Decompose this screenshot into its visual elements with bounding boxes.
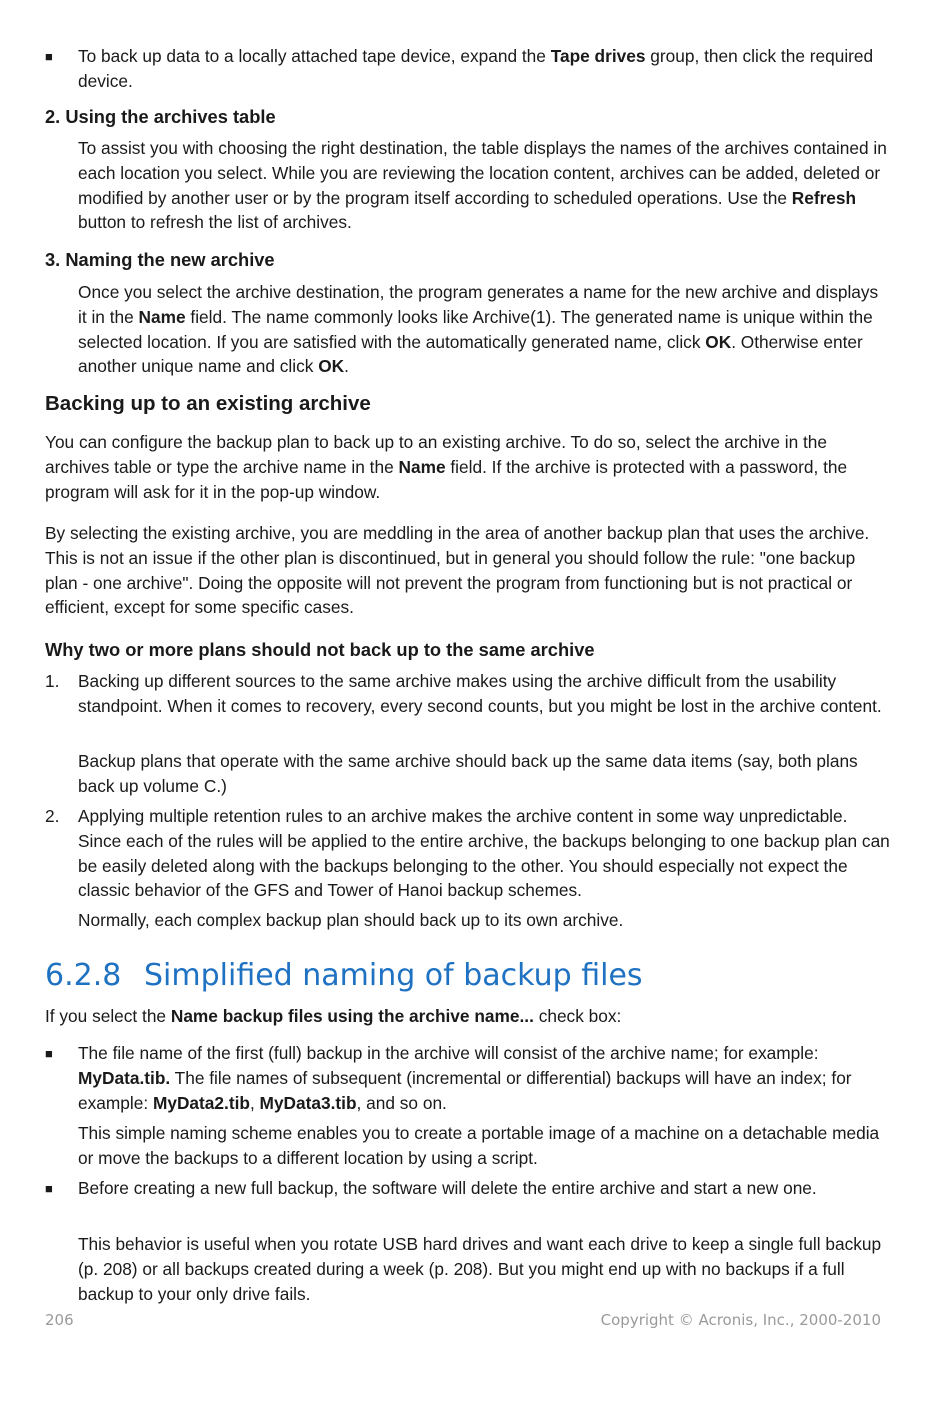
- why-item-1: Backing up different sources to the same archive makes using the archive difficult from the usability standpoint. When it comes to recovery, every second counts, but you might be lost in the archive content.: [78, 671, 882, 716]
- existing-archive-heading: Backing up to an existing archive: [45, 392, 371, 415]
- why-item-2: Applying multiple retention rules to an archive makes the archive content in some way unpredictable. Since each of the rules will be applied to the entire archive, the backups belonging to one backup plan can be easily deleted along with the backups belonging to the other. You should especially not expect the classic behavior of the GFS and Tower of Hanoi backup schemes.: [78, 806, 890, 901]
- why-item-2-note: Normally, each complex backup plan should back up to its own archive.: [78, 910, 624, 930]
- naming-bullet-2-note: This behavior is useful when you rotate USB hard drives and want each drive to keep a single full backup (p. 208) or all backups created during a week (p. 208). But you might end up with no backups if a full backup to your only drive fails.: [78, 1234, 882, 1304]
- existing-archive-paragraph-2: By selecting the existing archive, you are meddling in the area of another backup plan that uses the archive. This is not an issue if the other plan is discontinued, but in general you should follow the rule: "one backup plan - one archive". Doing the opposite will not prevent the program from functioning but is not practical or efficient, except for some specific cases.: [45, 523, 870, 618]
- naming-paragraph: Once you select the archive destination, the program generates a name for the new archive and displays it in the Name field. The name commonly looks like Archive(1). The generated name is unique within the selected location. If you are satisfied with the automatically generated name, click OK. Otherwise enter another unique name and click OK.: [78, 282, 879, 377]
- naming-heading: 3. Naming the new archive: [45, 249, 275, 270]
- page-number: 206: [45, 1311, 74, 1329]
- why-heading: Why two or more plans should not back up to the same archive: [45, 639, 595, 660]
- archives-table-heading: 2. Using the archives table: [45, 106, 276, 127]
- why-item-1-note: Backup plans that operate with the same archive should back up the same data items (say, both plans back up volume C.): [78, 751, 858, 796]
- naming-bullet-2: Before creating a new full backup, the software will delete the entire archive and start a new one.: [78, 1178, 817, 1198]
- bullet-marker: ■: [45, 49, 53, 64]
- tape-drives-bullet: To back up data to a locally attached tape device, expand the Tape drives group, then click the required device.: [78, 46, 874, 91]
- list-marker: 2.: [45, 806, 60, 826]
- naming-bullet-1-note: This simple naming scheme enables you to create a portable image of a machine on a detachable media or move the backups to a different location by using a script.: [78, 1123, 880, 1168]
- copyright-notice: Copyright © Acronis, Inc., 2000-2010: [600, 1311, 881, 1329]
- naming-bullet-1: The file name of the first (full) backup in the archive will consist of the archive name; for example: MyData.tib. The file names of subsequent (incremental or differential) backups will have an index; for example: MyData2.tib, MyData3.tib, and so on.: [78, 1043, 852, 1113]
- existing-archive-paragraph-1: You can configure the backup plan to back up to an existing archive. To do so, select the archive in the archives table or type the archive name in the Name field. If the archive is protected with a password, the program will ask for it in the pop-up window.: [45, 432, 848, 502]
- section-number: 6.2.8: [45, 958, 122, 993]
- bullet-marker: ■: [45, 1181, 53, 1196]
- list-marker: 1.: [45, 671, 60, 691]
- archives-table-paragraph: To assist you with choosing the right destination, the table displays the names of the archives contained in each location you select. While you are reviewing the location content, archives can be added, deleted or modified by another user or by the program itself according to scheduled operations. Use the Refresh button to refresh the list of archives.: [78, 138, 887, 233]
- section-title: Simplified naming of backup files: [144, 958, 643, 993]
- section-intro: If you select the Name backup files using the archive name... check box:: [45, 1006, 622, 1026]
- bullet-marker: ■: [45, 1046, 53, 1061]
- section-heading: [45, 958, 643, 994]
